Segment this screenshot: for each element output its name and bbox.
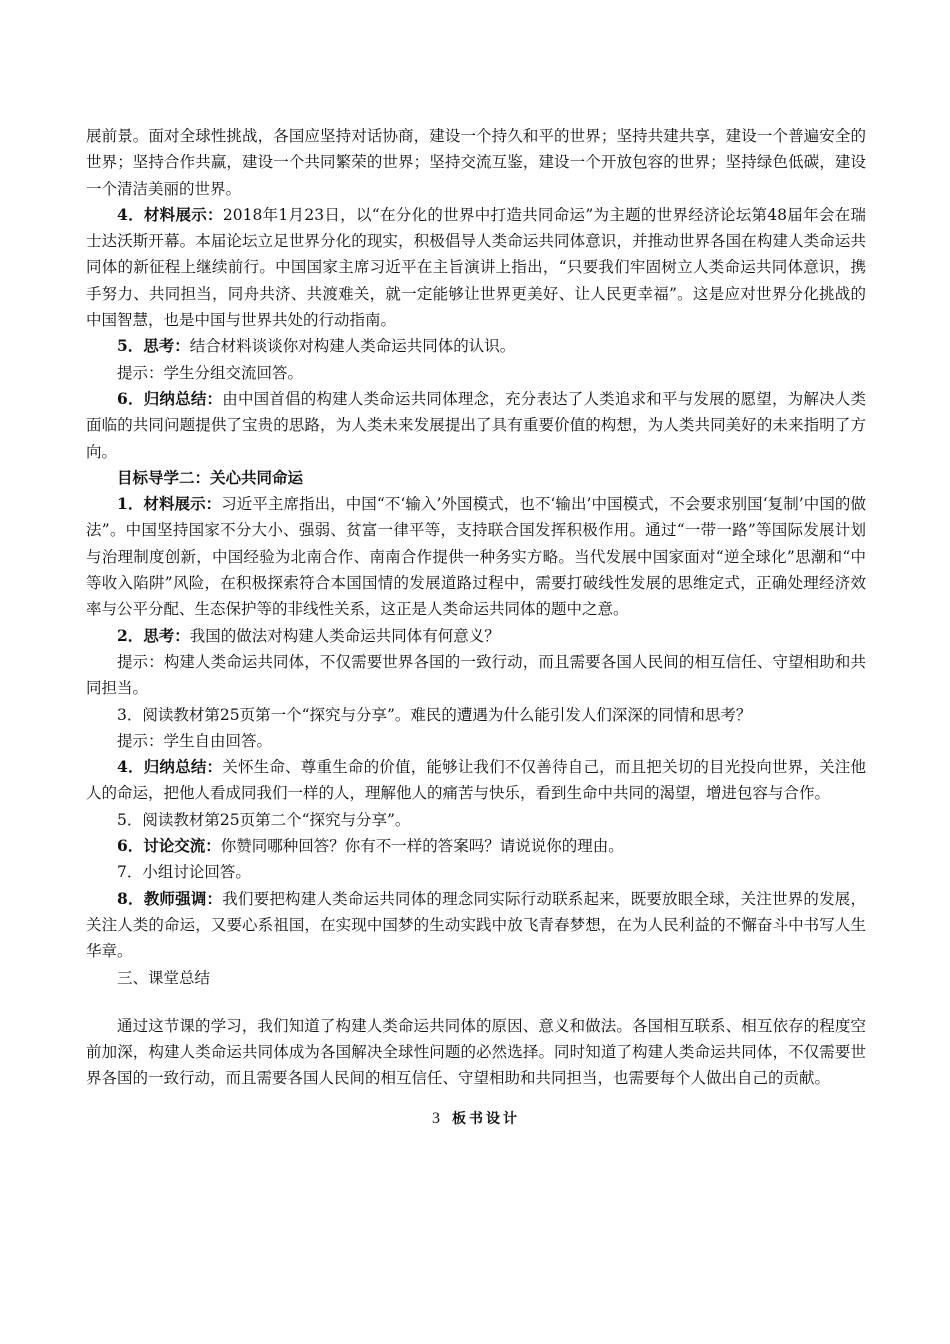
paragraph-heading: 8．教师强调： (117, 888, 223, 908)
paragraph-text: 提示：学生自由回答。 (117, 731, 273, 750)
content-paragraphs (86, 123, 866, 991)
paragraph (86, 965, 866, 991)
paragraph (86, 202, 866, 333)
paragraph-heading: 6．归纳总结： (117, 388, 223, 408)
paragraph-text: 提示：构建人类命运共同体，不仅需要世界各国的一致行动，而且需要各国人民间的相互信任、守望相助和共同担当。 (86, 652, 866, 698)
paragraph (86, 123, 866, 202)
section-number: 3 (432, 1109, 440, 1127)
document-body (86, 123, 866, 1128)
paragraph-text: 展前景。面对全球性挑战，各国应坚持对话协商，建设一个持久和平的世界；坚持共建共享，建设一个普遍安全的世界；坚持合作共赢，建设一个共同繁荣的世界；坚持交流互鉴，建设一个开放包容的世界；坚持绿色低碳，建设一个清洁美丽的世界。 (86, 127, 866, 198)
paragraph (86, 807, 866, 833)
paragraph (86, 491, 866, 622)
section-title: 板书设计 (452, 1110, 520, 1127)
paragraph-text: 你赞同哪种回答？你有不一样的答案吗？请说说你的理由。 (220, 837, 624, 856)
section-heading (86, 1108, 866, 1128)
paragraph (86, 465, 866, 491)
paragraph-heading: 1．材料展示： (117, 494, 222, 514)
paragraph-text: 我国的做法对构建人类命运共同体有何意义？ (189, 626, 500, 645)
paragraph-text: 三、课堂总结 (117, 968, 211, 987)
paragraph-heading: 目标导学二：关心共同命运 (117, 467, 304, 487)
summary-paragraph: 通过这节课的学习，我们知道了构建人类命运共同体的原因、意义和做法。各国相互联系、相互依存的程度空前加深，构建人类命运共同体成为各国解决全球性问题的必然选择。同时知道了构建人类命运共同体，不仅需要世界各国的一致行动，而且需要各国人民间的相互信任、守望相助和共同担当，也需要每个人做出自己的贡献。 (86, 1016, 866, 1088)
paragraph-text: 7．小组讨论回答。 (117, 863, 251, 882)
paragraph-heading: 4．归纳总结： (117, 757, 223, 777)
paragraph-text: 由中国首倡的构建人类命运共同体理念，充分表达了人类追求和平与发展的愿望，为解决人类面临的共同问题提供了宝贵的思路，为人类未来发展提出了具有重要价值的构想，为人类共同美好的未来指明了方向。 (86, 389, 866, 461)
paragraph (86, 702, 866, 728)
paragraph (86, 360, 866, 386)
paragraph-text: 我们要把构建人类命运共同体的理念同实际行动联系起来，既要放眼全球，关注世界的发展，关注人类的命运，又要心系祖国，在实现中国梦的生动实践中放飞青春梦想，在为人民利益的不懈奋斗中书写人生华章。 (86, 889, 866, 961)
spacer (86, 991, 866, 1013)
paragraph-text: 提示：学生分组交流回答。 (117, 363, 304, 382)
paragraph (86, 649, 866, 702)
paragraph-text: 2018年1月23日，以“在分化的世界中打造共同命运”为主题的世界经济论坛第48届年会在瑞士达沃斯开幕。本届论坛立足世界分化的现实，积极倡导人类命运共同体意识，并推动世界各国在构建人类命运共同体的新征程上继续前行。中国国家主席习近平在主旨演讲上指出，“只要我们牢固树立人类命运共同体意识，携手努力、共同担当，同舟共济、共渡难关，就一定能够让世界更美好、让人民更幸福”。这是应对世界分化挑战的中国智慧，也是中国与世界共处的行动指南。 (86, 205, 866, 330)
paragraph (86, 859, 866, 885)
paragraph-text: 3．阅读教材第25页第一个“探究与分享”。难民的遭遇为什么能引发人们深深的同情和思考？ (117, 705, 752, 724)
paragraph-text: 结合材料谈谈你对构建人类命运共同体的认识。 (189, 337, 516, 356)
paragraph (86, 886, 866, 965)
paragraph-heading: 4．材料展示： (117, 204, 223, 224)
paragraph-heading: 6．讨论交流： (117, 836, 221, 856)
paragraph (86, 623, 866, 649)
paragraph-text: 5．阅读教材第25页第二个“探究与分享”。 (117, 810, 411, 829)
paragraph-heading: 5．思考： (117, 336, 190, 356)
paragraph (86, 754, 866, 807)
paragraph (86, 833, 866, 859)
paragraph-heading: 2．思考： (117, 625, 190, 645)
paragraph-text: 关怀生命、尊重生命的价值，能够让我们不仅善待自己，而且把关切的目光投向世界，关注他人的命运，把他人看成同我们一样的人，理解他人的痛苦与快乐，看到生命中共同的渴望，增进包容与合作。 (86, 758, 866, 803)
paragraph (86, 333, 866, 359)
paragraph (86, 386, 866, 465)
paragraph (86, 728, 866, 754)
paragraph-text: 习近平主席指出，中国“不‘输入’外国模式，也不‘输出’中国模式，不会要求别国‘复制’中国的做法”。中国坚持国家不分大小、强弱、贫富一律平等，支持联合国发挥积极作用。通过“一带一路”等国际发展计划与治理制度创新，中国经验为北南合作、南南合作提供一种务实方略。当代发展中国家面对“逆全球化”思潮和“中等收入陷阱”风险，在积极探索符合本国国情的发展道路过程中，需要打破线性发展的思维定式，正确处理经济效率与公平分配、生态保护等的非线性关系，这正是人类命运共同体的题中之意。 (86, 495, 866, 619)
